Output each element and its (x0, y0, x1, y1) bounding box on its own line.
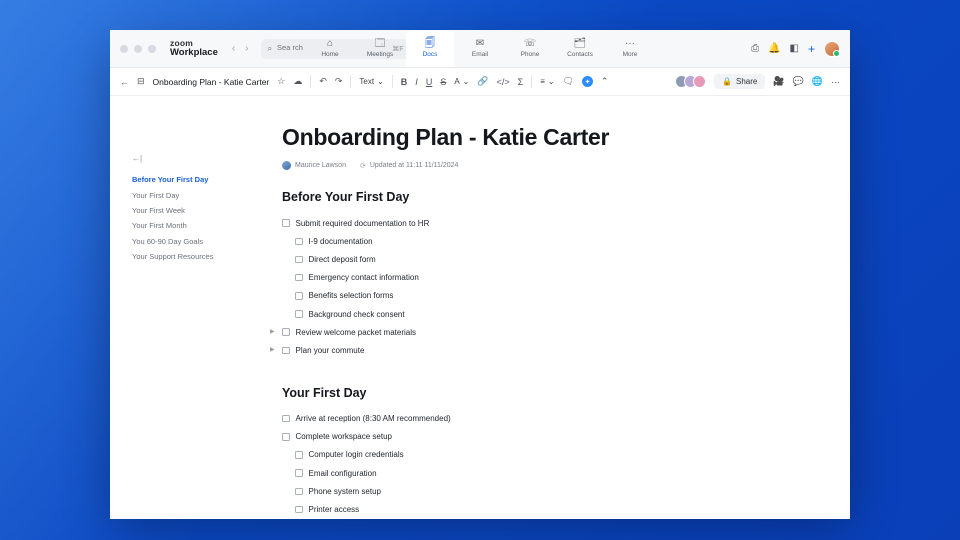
tab-more[interactable] (606, 30, 654, 68)
history-navigation[interactable] (232, 43, 249, 54)
envelope-icon: ✉ (475, 38, 485, 49)
chevron-up-icon[interactable]: ⌃ (601, 76, 609, 86)
tab-meetings[interactable] (356, 30, 404, 68)
home-icon: ⌂ (326, 38, 334, 49)
task-label: Email configuration (308, 468, 377, 478)
task-checkbox[interactable] (295, 274, 303, 282)
task-row[interactable] (282, 214, 790, 232)
search-icon: ⌕ (267, 43, 273, 53)
outline-item-your-first-month[interactable]: Your First Month (132, 221, 187, 231)
task-row[interactable] (282, 269, 790, 287)
outline-item-before-your-first-day[interactable]: Before Your First Day (132, 175, 209, 185)
document-content[interactable] (260, 96, 850, 519)
task-row[interactable] (282, 305, 790, 323)
app-bar-actions[interactable] (751, 41, 840, 57)
minimize-window-button[interactable] (134, 45, 142, 53)
window-controls[interactable] (120, 45, 156, 53)
document-toolbar (110, 68, 850, 96)
task-row[interactable] (282, 500, 790, 518)
strikethrough-button[interactable]: S (440, 76, 447, 87)
task-checkbox[interactable] (295, 238, 303, 246)
chat-icon[interactable]: 💬 (792, 76, 804, 86)
section-heading: Your First Day (282, 385, 367, 400)
toolbar-divider-3 (392, 75, 393, 88)
task-row[interactable] (282, 232, 790, 250)
document-body (110, 96, 850, 519)
task-checkbox[interactable] (282, 433, 290, 441)
bell-icon[interactable]: 🔔 (768, 43, 781, 54)
video-icon[interactable]: 🎥 (773, 76, 785, 86)
tab-docs[interactable] (406, 30, 454, 68)
document-updated (360, 162, 459, 170)
toolbar-right-actions[interactable] (675, 74, 840, 89)
text-style-dropdown[interactable] (359, 77, 383, 86)
document-author-name: Maurice Lawson (295, 162, 346, 169)
task-checkbox[interactable] (282, 219, 290, 227)
close-window-button[interactable] (120, 45, 128, 53)
cloud-saved-icon: ☁ (293, 76, 303, 86)
task-row[interactable] (282, 428, 790, 446)
tab-home[interactable] (306, 30, 354, 68)
task-label: Plan your commute (295, 345, 365, 355)
task-checkbox[interactable] (282, 415, 290, 423)
screen-share-icon[interactable]: ⎙ (751, 43, 760, 54)
document-meta (282, 161, 790, 170)
ai-sparkle-icon[interactable]: ✦ (582, 76, 593, 87)
task-checkbox[interactable] (295, 506, 303, 514)
tab-more-label: More (622, 51, 638, 58)
text-color-label: A (454, 77, 460, 86)
task-checkbox[interactable] (295, 310, 303, 318)
align-left-icon[interactable]: ≡ ⌄ (540, 77, 555, 86)
tab-email-label: Email (471, 51, 489, 58)
task-checkbox[interactable] (295, 488, 303, 496)
task-row[interactable] (282, 482, 790, 500)
task-checkbox[interactable] (295, 469, 303, 477)
italic-button[interactable]: I (415, 76, 418, 87)
task-row[interactable] (270, 323, 790, 341)
avatar[interactable] (693, 75, 706, 88)
task-label: Printer access (308, 505, 360, 515)
redo-icon[interactable]: ↷ (334, 76, 343, 86)
clock-icon: ⟳ (359, 162, 366, 170)
toolbar-divider-1 (310, 75, 311, 88)
chevron-down-icon: ⌄ (377, 77, 384, 86)
tab-meetings-label: Meetings (366, 51, 394, 58)
plus-icon[interactable]: + (807, 41, 815, 56)
outline-item-60-90-day-goals[interactable]: You 60-90 Day Goals (132, 236, 204, 246)
search-shortcut-label: ⌘F (392, 45, 404, 53)
task-label: I-9 documentation (308, 236, 373, 246)
bold-button[interactable]: B (400, 76, 408, 87)
collapse-outline-icon[interactable]: ←| (132, 154, 143, 163)
avatar (282, 161, 291, 170)
document-updated-text: Updated at 11:11 11/11/2024 (369, 162, 459, 169)
user-avatar[interactable] (824, 41, 840, 57)
document-icon: 🗐 (425, 38, 435, 49)
toolbar-divider-4 (531, 75, 532, 88)
back-arrow-icon[interactable]: ‹ (231, 43, 236, 54)
underline-button[interactable]: U (425, 76, 433, 87)
task-label: Review welcome packet materials (295, 327, 416, 337)
chevron-down-icon: ⌄ (547, 77, 555, 86)
app-title-bar (110, 30, 850, 68)
link-icon[interactable]: 🔗 (477, 76, 489, 86)
brand-line-1: zoom (170, 38, 193, 49)
task-row[interactable] (270, 341, 790, 359)
task-label: Benefits selection forms (308, 291, 394, 301)
brand-line-2: Workplace (170, 46, 218, 58)
task-row[interactable] (282, 464, 790, 482)
task-label: Background check consent (308, 309, 405, 319)
search-input-value: Sea rch (277, 43, 303, 53)
text-color-button[interactable] (454, 77, 469, 86)
tab-phone-label: Phone (520, 51, 540, 58)
task-label: Emergency contact information (308, 273, 419, 283)
video-camera-icon: 🗔 (374, 38, 386, 49)
panel-toggle-icon[interactable]: ◧ (789, 43, 799, 54)
expand-triangle-icon[interactable]: ▶ (270, 329, 275, 336)
zoom-workplace-logo (170, 39, 218, 58)
outline-item-your-first-day[interactable]: Your First Day (132, 190, 180, 200)
star-icon[interactable]: ☆ (277, 76, 286, 86)
contacts-icon: 🗂 (573, 38, 587, 49)
arrow-left-icon[interactable]: ← (120, 76, 129, 87)
task-row[interactable] (282, 250, 790, 268)
share-lock-icon: 🔒 (722, 77, 732, 86)
tab-email[interactable] (456, 30, 504, 68)
task-checkbox[interactable] (295, 292, 303, 300)
task-checkbox[interactable] (282, 347, 290, 355)
task-label: Direct deposit form (308, 254, 376, 264)
task-label: Computer login credentials (308, 450, 404, 460)
main-nav-tabs[interactable] (306, 30, 654, 68)
document-outline-panel (110, 96, 260, 519)
sigma-icon[interactable]: Σ (517, 76, 524, 87)
forward-arrow-icon[interactable]: › (245, 43, 249, 54)
outline-item-your-first-week[interactable]: Your First Week (132, 205, 185, 215)
document-author (282, 161, 346, 170)
task-row[interactable] (282, 287, 790, 305)
task-label: Phone system setup (308, 486, 381, 496)
task-row[interactable] (282, 446, 790, 464)
code-icon[interactable]: </> (496, 76, 510, 87)
globe-icon[interactable]: 🌐 (811, 76, 823, 86)
tab-contacts-label: Contacts (567, 51, 593, 58)
share-button-label: Share (735, 77, 758, 86)
toolbar-divider-2 (350, 75, 351, 88)
text-style-label: Text (359, 77, 375, 86)
document-title-breadcrumb[interactable]: Onboarding Plan - Katie Carter (152, 76, 270, 87)
task-label: Submit required documentation to HR (295, 218, 430, 228)
collaborator-facepile[interactable] (675, 75, 706, 88)
zoom-workplace-window (110, 30, 850, 515)
comment-icon[interactable]: 🗨 (562, 76, 574, 86)
task-label: Complete workspace setup (295, 432, 392, 442)
phone-icon: ☏ (523, 38, 537, 49)
sidebar-toggle-icon[interactable]: ⊟ (137, 76, 145, 86)
tab-phone[interactable] (506, 30, 554, 68)
maximize-window-button[interactable] (148, 45, 156, 53)
page-title: Onboarding Plan - Katie Carter (282, 124, 610, 150)
more-horizontal-icon[interactable]: ··· (831, 76, 840, 87)
section-heading: Before Your First Day (282, 190, 410, 204)
expand-triangle-icon[interactable]: ▶ (270, 347, 275, 354)
tab-contacts[interactable] (556, 30, 604, 68)
tab-docs-label: Docs (422, 51, 438, 58)
outline-item-your-support-resources[interactable]: Your Support Resources (132, 252, 214, 262)
share-button[interactable] (714, 74, 765, 89)
ellipsis-icon: ··· (625, 38, 635, 49)
tab-home-label: Home (321, 51, 339, 58)
task-row[interactable] (282, 410, 790, 428)
undo-redo-group[interactable] (319, 76, 342, 87)
task-checkbox[interactable] (282, 328, 290, 336)
task-checkbox[interactable] (295, 451, 303, 459)
undo-icon[interactable]: ↶ (319, 76, 327, 86)
task-checkbox[interactable] (295, 256, 303, 264)
task-label: Arrive at reception (8:30 AM recommended) (295, 414, 451, 424)
chevron-down-icon: ⌄ (462, 77, 470, 86)
